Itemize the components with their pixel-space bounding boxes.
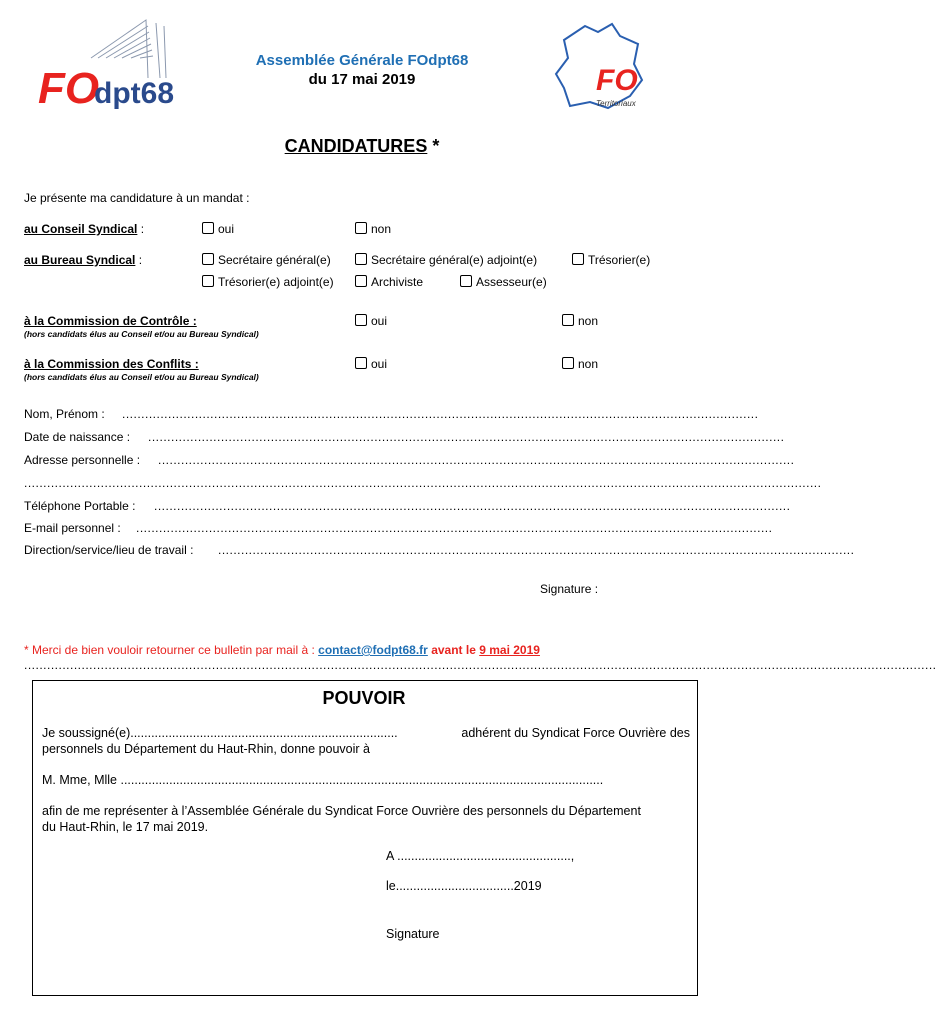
- notice-deadline: 9 mai 2019: [479, 643, 540, 657]
- conflits-non-checkbox[interactable]: [562, 357, 574, 369]
- intro-text: Je présente ma candidature à un mandat :: [24, 191, 250, 205]
- bureau-option-secretaire-adjoint[interactable]: [355, 253, 537, 267]
- conseil-non-checkbox[interactable]: [355, 222, 367, 234]
- archiviste-checkbox[interactable]: [355, 275, 367, 287]
- controle-oui-option[interactable]: [355, 314, 387, 328]
- conflits-label: à la Commission des Conflits :: [24, 357, 199, 371]
- tresorier-adjoint-label: Trésorier(e) adjoint(e): [218, 275, 334, 289]
- pouvoir-place-field[interactable]: A ..................................................,: [386, 849, 575, 863]
- adresse-label: Adresse personnelle :: [24, 453, 141, 467]
- fo-territoriaux-logo: [550, 18, 660, 118]
- bureau-row-label: [24, 253, 142, 267]
- bureau-option-secretaire[interactable]: [202, 253, 331, 267]
- bureau-option-assesseur[interactable]: [460, 275, 547, 289]
- contact-email-link[interactable]: contact@fodpt68.fr: [318, 643, 428, 657]
- bureau-option-tresorier-adjoint[interactable]: [202, 275, 334, 289]
- conseil-colon: :: [137, 222, 145, 236]
- conflits-note: (hors candidats élus au Conseil et/ou au Bureau Syndical): [24, 372, 259, 382]
- conseil-non-label: non: [371, 222, 392, 236]
- notice-before: avant le: [427, 643, 480, 657]
- email-label: E-mail personnel :: [24, 521, 121, 535]
- naissance-label: Date de naissance :: [24, 430, 131, 444]
- nom-label: Nom, Prénom :: [24, 407, 105, 421]
- bureau-option-archiviste[interactable]: [355, 275, 423, 289]
- adresse-field[interactable]: ......................................................................................................................................................................: [158, 453, 795, 467]
- controle-label: à la Commission de Contrôle :: [24, 314, 197, 328]
- pouvoir-date-field[interactable]: le..................................2019: [386, 879, 542, 893]
- conflits-oui-label: oui: [371, 357, 388, 371]
- bureau-option-tresorier[interactable]: [572, 253, 650, 267]
- conseil-non-option[interactable]: [355, 222, 391, 236]
- pouvoir-mandataire-field[interactable]: M. Mme, Mlle ...........................................................................................................................................: [42, 773, 604, 787]
- assesseur-checkbox[interactable]: [460, 275, 472, 287]
- telephone-label: Téléphone Portable :: [24, 499, 136, 513]
- archiviste-label: Archiviste: [371, 275, 424, 289]
- naissance-field[interactable]: ......................................................................................................................................................................: [148, 430, 785, 444]
- pouvoir-line1-end: adhérent du Syndicat Force Ouvrière des: [461, 726, 690, 740]
- conseil-label: au Conseil Syndical: [24, 222, 138, 236]
- signature-label: Signature :: [540, 582, 599, 596]
- tresorier-checkbox[interactable]: [572, 253, 584, 265]
- pouvoir-signature-label: Signature: [386, 927, 440, 941]
- pouvoir-line1: [42, 726, 690, 740]
- telephone-field[interactable]: ......................................................................................................................................................................: [154, 499, 791, 513]
- tresorier-adjoint-checkbox[interactable]: [202, 275, 214, 287]
- pouvoir-line5: du Haut-Rhin, le 17 mai 2019.: [42, 820, 209, 834]
- conflits-oui-checkbox[interactable]: [355, 357, 367, 369]
- conflits-non-label: non: [578, 357, 599, 371]
- pouvoir-line1-start: Je soussigné(e).............................................................................: [42, 726, 398, 740]
- secretaire-adjoint-checkbox[interactable]: [355, 253, 367, 265]
- cut-line-divider: ..............................................................................................................................................................................................................................................: [24, 658, 937, 672]
- heading-star: *: [427, 136, 440, 156]
- nom-field[interactable]: ......................................................................................................................................................................: [122, 407, 759, 421]
- tresorier-label: Trésorier(e): [588, 253, 651, 267]
- page-title: [0, 136, 724, 157]
- bureau-label: au Bureau Syndical: [24, 253, 136, 267]
- conflits-oui-option[interactable]: [355, 357, 387, 371]
- secretaire-label: Secrétaire général(e): [218, 253, 331, 267]
- controle-non-option[interactable]: [562, 314, 598, 328]
- controle-oui-checkbox[interactable]: [355, 314, 367, 326]
- candidatures-heading: CANDIDATURES: [284, 136, 428, 156]
- pouvoir-line2: personnels du Département du Haut-Rhin, donne pouvoir à: [42, 742, 370, 756]
- return-notice: [24, 643, 540, 657]
- secretaire-adjoint-label: Secrétaire général(e) adjoint(e): [371, 253, 538, 267]
- conseil-row-label: [24, 222, 144, 236]
- header-title-line2: du 17 mai 2019: [308, 71, 416, 88]
- secretaire-checkbox[interactable]: [202, 253, 214, 265]
- controle-note: (hors candidats élus au Conseil et/ou au Bureau Syndical): [24, 329, 259, 339]
- assesseur-label: Assesseur(e): [476, 275, 547, 289]
- logo-right-sub-text: Territoriaux: [596, 99, 636, 108]
- notice-text: * Merci de bien vouloir retourner ce bulletin par mail à :: [24, 643, 319, 657]
- controle-non-label: non: [578, 314, 599, 328]
- bureau-colon: :: [135, 253, 143, 267]
- conseil-oui-checkbox[interactable]: [202, 222, 214, 234]
- email-field[interactable]: ......................................................................................................................................................................: [136, 521, 773, 535]
- logo-right-fo-text: FO: [596, 64, 638, 97]
- pouvoir-title: POUVOIR: [322, 688, 406, 708]
- pouvoir-line4: afin de me représenter à l’Assemblée Générale du Syndicat Force Ouvrière des personnels du Département: [42, 804, 641, 818]
- direction-label: Direction/service/lieu de travail :: [24, 543, 194, 557]
- direction-field[interactable]: ......................................................................................................................................................................: [218, 543, 855, 557]
- adresse-field-line2[interactable]: ................................................................................................................................................................................................................: [24, 476, 822, 490]
- logo-fo-text: FO: [38, 64, 100, 113]
- controle-oui-label: oui: [371, 314, 388, 328]
- header-title-line1: Assemblée Générale FOdpt68: [255, 52, 469, 69]
- conflits-non-option[interactable]: [562, 357, 598, 371]
- controle-non-checkbox[interactable]: [562, 314, 574, 326]
- logo-dpt-text: dpt68: [94, 77, 175, 110]
- conseil-oui-option[interactable]: [202, 222, 234, 236]
- conseil-oui-label: oui: [218, 222, 235, 236]
